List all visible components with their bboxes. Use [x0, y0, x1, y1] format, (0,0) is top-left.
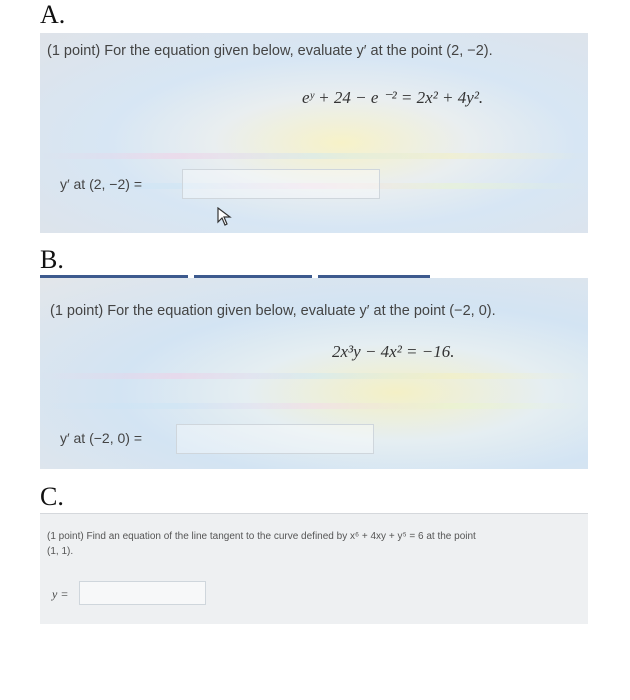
problem-b-answer-label: y′ at (−2, 0) =	[60, 430, 142, 446]
glare-band	[40, 403, 588, 409]
problem-b-equation: 2x³y − 4x² = −16.	[332, 342, 455, 361]
problem-a-answer-input[interactable]	[182, 169, 380, 199]
section-b-label: B.	[40, 245, 64, 274]
problem-c-answer-label: y =	[52, 587, 69, 601]
glare-band	[40, 153, 588, 159]
problem-a-prompt: (1 point) For the equation given below, evaluate y′ at the point (2, −2).	[47, 43, 493, 59]
section-c-label: C.	[40, 482, 64, 511]
problem-c-panel	[40, 513, 588, 624]
problem-c-prompt-line2: (1, 1).	[47, 546, 74, 557]
mouse-pointer-icon	[217, 207, 233, 227]
problem-b-answer-input[interactable]	[176, 424, 374, 454]
problem-b-panel	[40, 278, 588, 469]
problem-c-prompt-line1: (1 point) Find an equation of the line tangent to the curve defined by x⁶ + 4xy + y⁵ = 6 at the point	[47, 531, 476, 542]
problem-a-answer-label: y′ at (2, −2) =	[60, 176, 142, 192]
problem-a-panel	[40, 33, 588, 233]
glare-band	[40, 373, 588, 379]
problem-c-answer-input[interactable]	[79, 581, 206, 605]
problem-a-equation: eʸ + 24 − e ⁻² = 2x² + 4y².	[302, 88, 484, 107]
problem-b-prompt: (1 point) For the equation given below, evaluate y′ at the point (−2, 0).	[50, 303, 496, 319]
section-a-label: A.	[40, 0, 66, 29]
